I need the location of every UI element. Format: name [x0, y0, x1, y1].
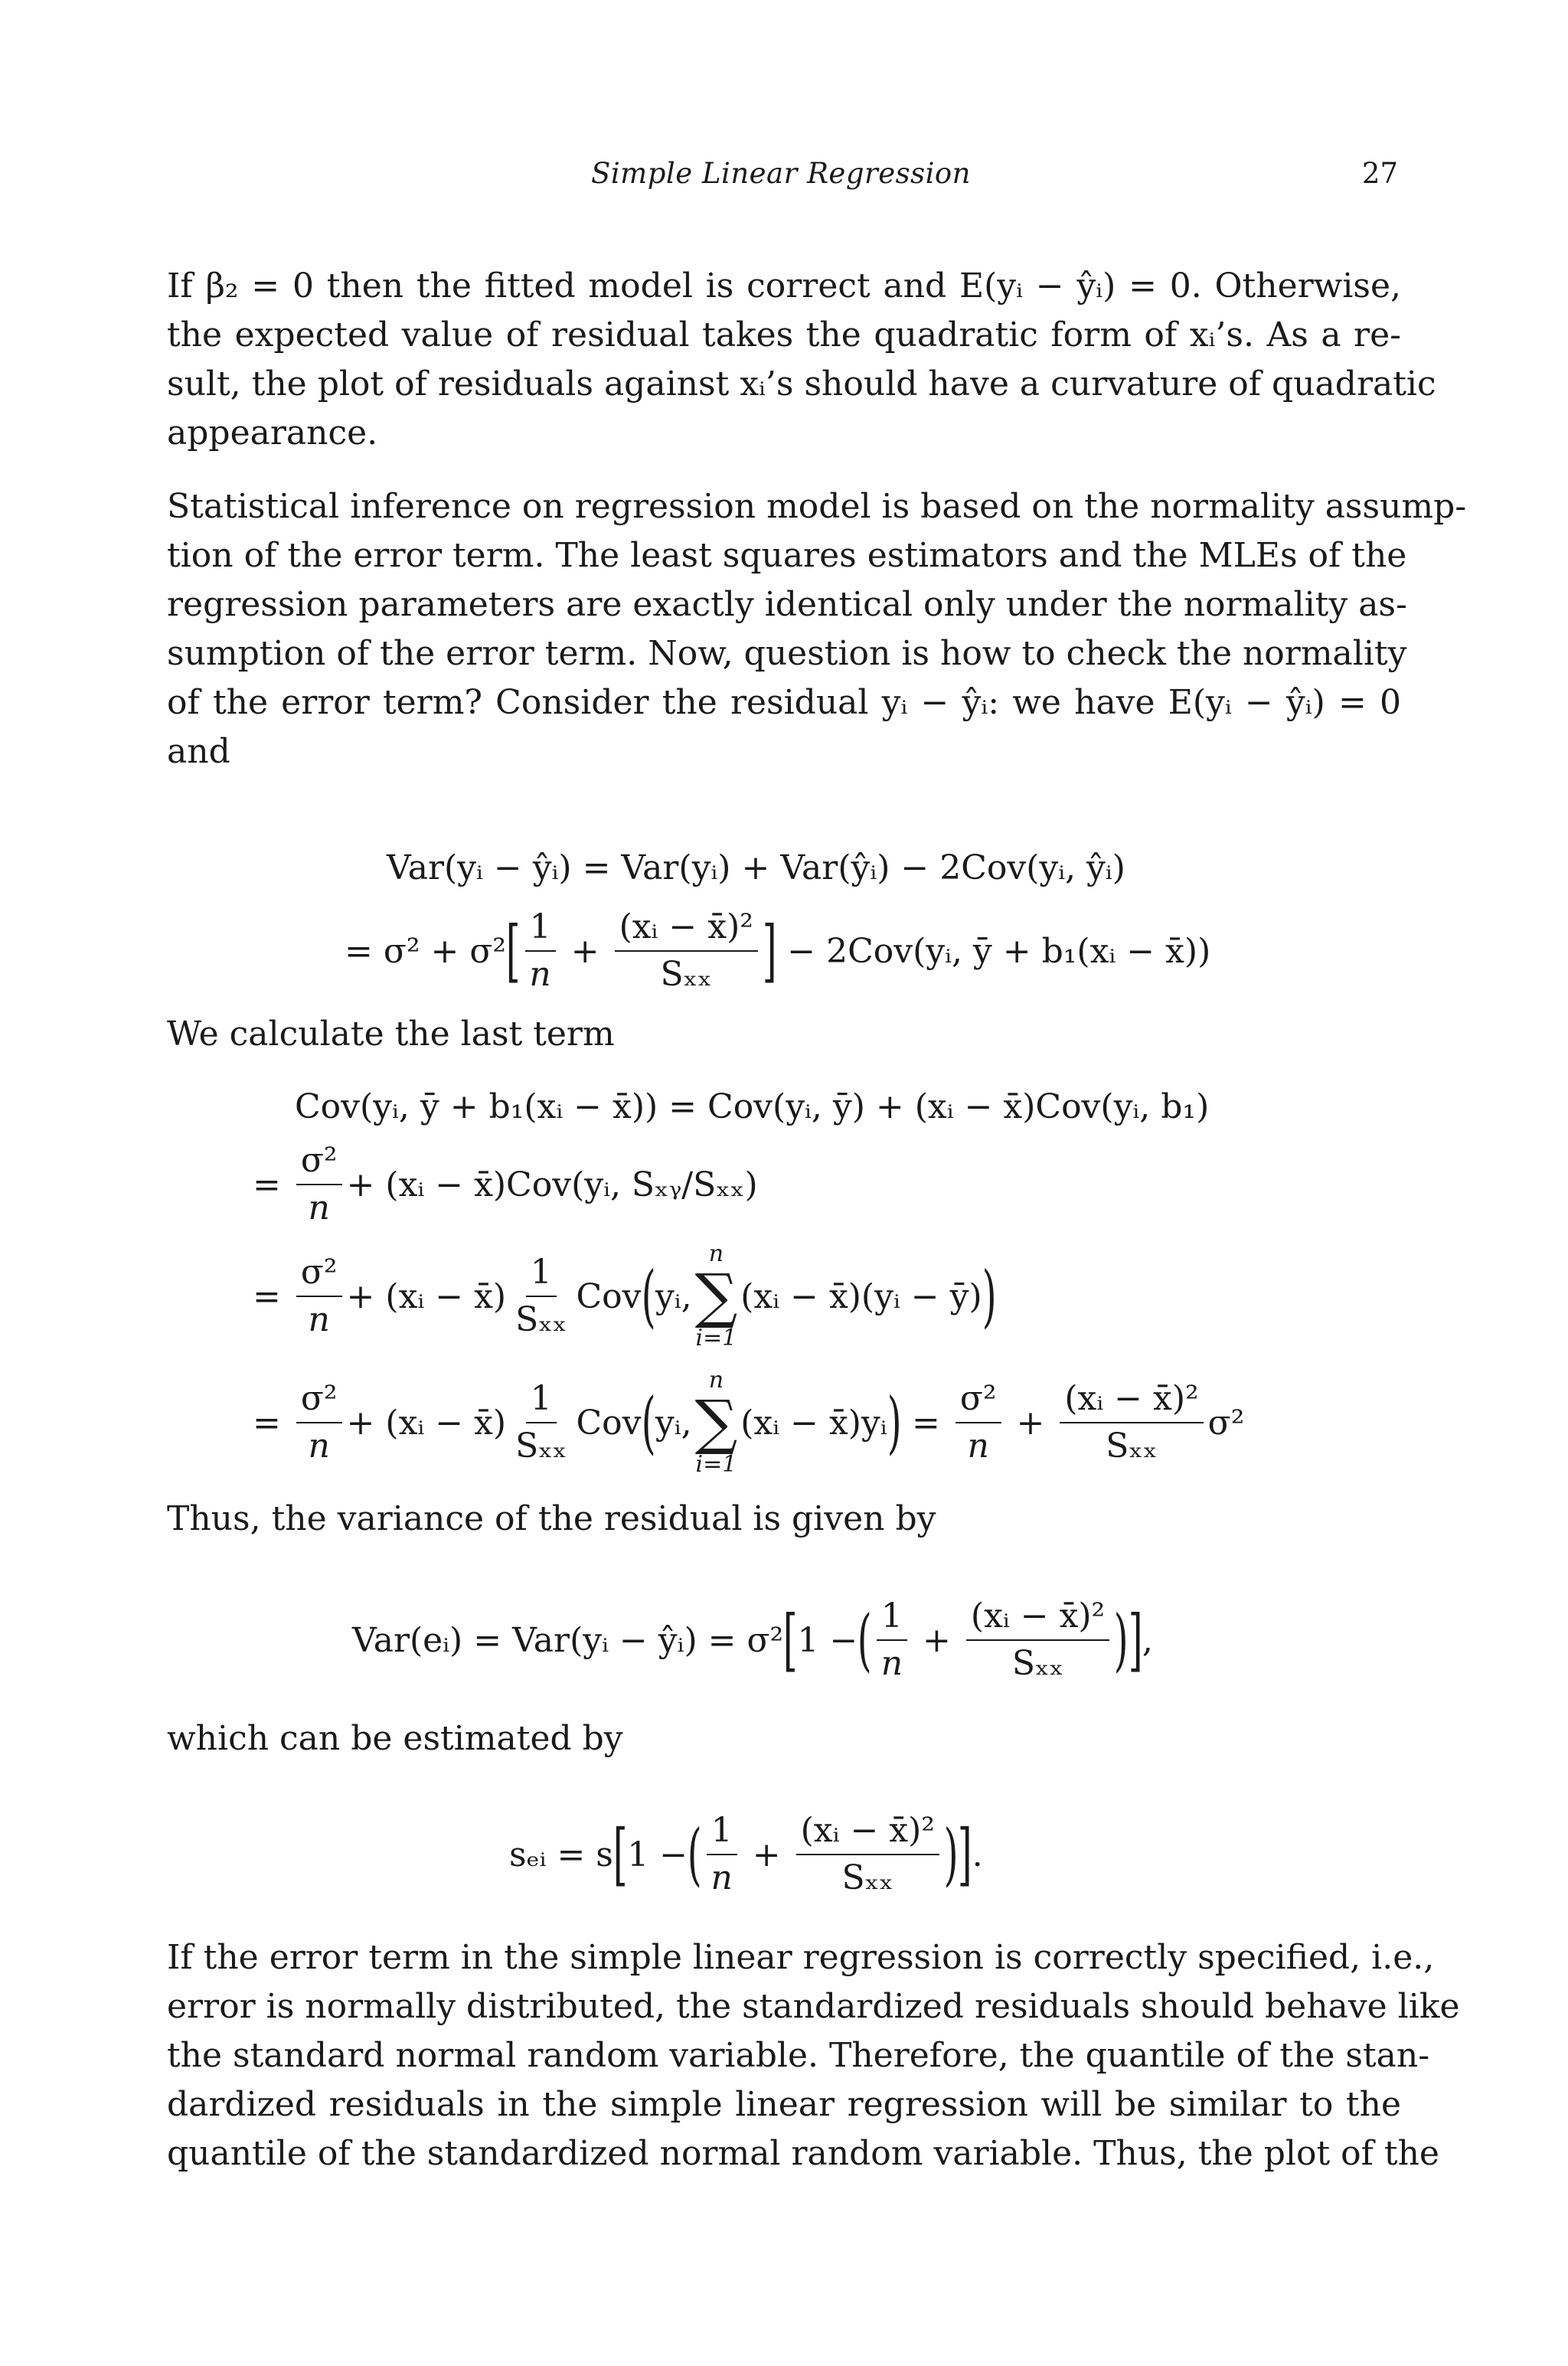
plus-sign: + — [560, 931, 610, 971]
frac-den: Sₓₓ — [660, 955, 712, 994]
fraction-xbar-over-sxx — [966, 1596, 1109, 1684]
left-bracket: [ — [612, 1815, 628, 1894]
paragraph-2-line-6: and — [167, 732, 230, 771]
right-bracket: ] — [762, 911, 777, 990]
paragraph-3 — [167, 1933, 1460, 2178]
frac-num: σ² — [296, 1253, 342, 1297]
paragraph-1-line-1: If β₂ = 0 then the fitted model is correct and E(yᵢ − ŷᵢ) = 0. Otherwise, — [167, 266, 1401, 306]
frac-num: 1 — [525, 907, 556, 952]
paragraph-2 — [167, 482, 1467, 776]
frac-num: (xᵢ − x̄)² — [615, 907, 758, 952]
sum-upper-limit: n — [708, 1367, 724, 1394]
fraction-sigma2-over-n — [296, 1253, 342, 1340]
sum-upper-limit: n — [708, 1240, 724, 1267]
paragraph-3-line-3: the standard normal random variable. Therefore, the quantile of the stan- — [167, 2036, 1430, 2075]
paragraph-3-line-5: quantile of the standardized normal random variable. Thus, the plot of the — [167, 2134, 1439, 2173]
frac-den: n — [880, 1644, 903, 1683]
frac-num: 1 — [526, 1379, 557, 1423]
frac-den: n — [308, 1426, 330, 1466]
frac-num: (xᵢ − x̄)² — [796, 1811, 939, 1855]
frac-den: n — [529, 955, 551, 994]
fraction-one-over-n — [706, 1811, 737, 1898]
plus-sign: + — [741, 1835, 792, 1874]
paragraph-3-line-4: dardized residuals in the simple linear regression will be similar to the — [167, 2085, 1401, 2124]
cov-arg: yᵢ, — [655, 1403, 692, 1443]
fraction-xbar-over-sxx — [1060, 1379, 1203, 1466]
sigma-symbol: ∑ — [694, 1262, 738, 1331]
cov-arg: yᵢ, — [655, 1276, 692, 1316]
cov-line-2 — [253, 1141, 758, 1228]
sum-lower-limit: i=1 — [695, 1325, 737, 1351]
frac-num: σ² — [296, 1141, 342, 1185]
summation-operator — [695, 1367, 738, 1479]
cov-line-3 — [253, 1240, 996, 1352]
cov-line-4-mid: + (xᵢ − x̄) — [346, 1403, 507, 1443]
equals: = — [253, 1165, 292, 1204]
frac-den: n — [308, 1300, 330, 1339]
paragraph-2-line-5: of the error term? Consider the residual yᵢ − ŷᵢ: we have E(yᵢ − ŷᵢ) = 0 — [167, 683, 1401, 722]
cov-line-1 — [295, 1087, 1209, 1126]
fraction-one-over-sxx — [511, 1379, 571, 1466]
cov-word: Cov — [576, 1403, 642, 1443]
frac-den: Sₓₓ — [841, 1858, 893, 1897]
variance-eq-1-text: Var(yᵢ − ŷᵢ) = Var(yᵢ) + Var(ŷᵢ) − 2Cov(yᵢ, ŷᵢ) — [387, 848, 1125, 887]
paragraph-2-line-3: regression parameters are exactly identical only under the normality as- — [167, 585, 1407, 624]
resid-intro: Thus, the variance of the residual is given by — [167, 1499, 936, 1538]
right-paren: ) — [887, 1383, 902, 1462]
cov-line-3-mid: + (xᵢ − x̄) — [346, 1276, 507, 1316]
left-paren: ( — [687, 1815, 702, 1894]
summation-operator — [695, 1240, 738, 1352]
cov-line-4-body: (xᵢ − x̄)yᵢ — [740, 1403, 887, 1443]
plus-sign: + — [1005, 1403, 1056, 1443]
fraction-sigma2-over-n — [296, 1379, 342, 1466]
left-bracket: [ — [505, 911, 521, 990]
right-bracket: ] — [957, 1815, 972, 1894]
left-paren: ( — [858, 1600, 872, 1679]
frac-num: σ² — [296, 1379, 342, 1423]
frac-num: (xᵢ − x̄)² — [966, 1596, 1109, 1641]
paragraph-2-line-1: Statistical inference on regression model is based on the normality assump- — [167, 487, 1467, 526]
estimate-lhs: sₑᵢ = s — [509, 1835, 613, 1874]
paragraph-3-line-1: If the error term in the simple linear regression is correctly specified, i.e., — [167, 1938, 1435, 1977]
left-paren: ( — [641, 1383, 656, 1462]
variance-eq-2-suffix: − 2Cov(yᵢ, ȳ + b₁(xᵢ − x̄)) — [787, 931, 1211, 971]
equals: = — [900, 1403, 951, 1443]
period: . — [972, 1835, 983, 1874]
fraction-xbar-over-sxx — [615, 907, 758, 995]
comma: , — [1142, 1620, 1153, 1660]
sum-lower-limit: i=1 — [695, 1451, 737, 1478]
equals: = — [253, 1276, 292, 1316]
fraction-sigma2-over-n — [956, 1379, 1001, 1466]
fraction-xbar-over-sxx — [796, 1811, 939, 1898]
cov-line-1-text: Cov(yᵢ, ȳ + b₁(xᵢ − x̄)) = Cov(yᵢ, ȳ) + (xᵢ − x̄)Cov(yᵢ, b₁) — [295, 1087, 1210, 1126]
fraction-one-over-n — [877, 1596, 907, 1684]
left-bracket: [ — [782, 1600, 798, 1679]
one-minus: 1 − — [627, 1835, 688, 1874]
cov-line-2-suffix: + (xᵢ − x̄)Cov(yᵢ, Sₓᵧ/Sₓₓ) — [346, 1165, 758, 1204]
right-paren: ) — [943, 1815, 959, 1894]
frac-num: (xᵢ − x̄)² — [1060, 1379, 1203, 1423]
paragraph-3-line-2: error is normally distributed, the standardized residuals should behave like — [167, 1987, 1460, 2026]
residual-estimate-equation — [509, 1811, 983, 1898]
left-paren: ( — [641, 1257, 656, 1335]
frac-den: Sₓₓ — [515, 1300, 567, 1339]
right-bracket: ] — [1128, 1600, 1143, 1679]
running-title: Simple Linear Regression — [590, 157, 972, 190]
frac-den: Sₓₓ — [515, 1426, 567, 1466]
fraction-one-over-sxx — [511, 1253, 571, 1340]
paragraph-2-line-4: sumption of the error term. Now, question is how to check the normality — [167, 634, 1407, 673]
cov-word: Cov — [576, 1276, 642, 1316]
frac-den: Sₓₓ — [1011, 1644, 1064, 1683]
estimate-intro: which can be estimated by — [167, 1719, 623, 1758]
paragraph-1 — [167, 262, 1436, 458]
frac-num: 1 — [526, 1253, 557, 1297]
residual-variance-equation — [352, 1596, 1153, 1684]
frac-den: n — [710, 1858, 733, 1897]
sigma-squared: σ² — [1207, 1403, 1245, 1443]
fraction-one-over-n — [524, 907, 555, 995]
plus-sign: + — [912, 1620, 962, 1660]
page-number: 27 — [1361, 157, 1398, 190]
cov-line-3-body: (xᵢ − x̄)(yᵢ − ȳ) — [740, 1276, 982, 1316]
variance-equation-line-1 — [387, 848, 1125, 887]
frac-num: 1 — [707, 1811, 737, 1855]
fraction-sigma2-over-n — [296, 1141, 342, 1228]
right-paren: ) — [982, 1257, 997, 1335]
paragraph-1-line-2: the expected value of residual takes the quadratic form of xᵢ’s. As a re- — [167, 315, 1401, 355]
frac-num: σ² — [956, 1379, 1001, 1423]
paragraph-2-line-2: tion of the error term. The least squares estimators and the MLEs of the — [167, 536, 1407, 575]
frac-den: Sₓₓ — [1106, 1426, 1158, 1466]
frac-num: 1 — [877, 1596, 907, 1641]
paragraph-1-line-4: appearance. — [167, 413, 378, 453]
cov-line-4 — [253, 1367, 1244, 1479]
right-paren: ) — [1113, 1600, 1129, 1679]
frac-den: n — [308, 1188, 330, 1227]
variance-eq-2-prefix: = σ² + σ² — [345, 931, 507, 971]
one-minus: 1 − — [797, 1620, 858, 1660]
sigma-symbol: ∑ — [694, 1388, 738, 1457]
cov-intro: We calculate the last term — [167, 1015, 615, 1054]
frac-den: n — [967, 1426, 989, 1466]
variance-equation-line-2 — [345, 907, 1210, 995]
resid-lhs: Var(eᵢ) = Var(yᵢ − ŷᵢ) = σ² — [352, 1620, 784, 1660]
equals: = — [253, 1403, 292, 1443]
paragraph-1-line-3: sult, the plot of residuals against xᵢ’s should have a curvature of quadratic — [167, 364, 1436, 404]
